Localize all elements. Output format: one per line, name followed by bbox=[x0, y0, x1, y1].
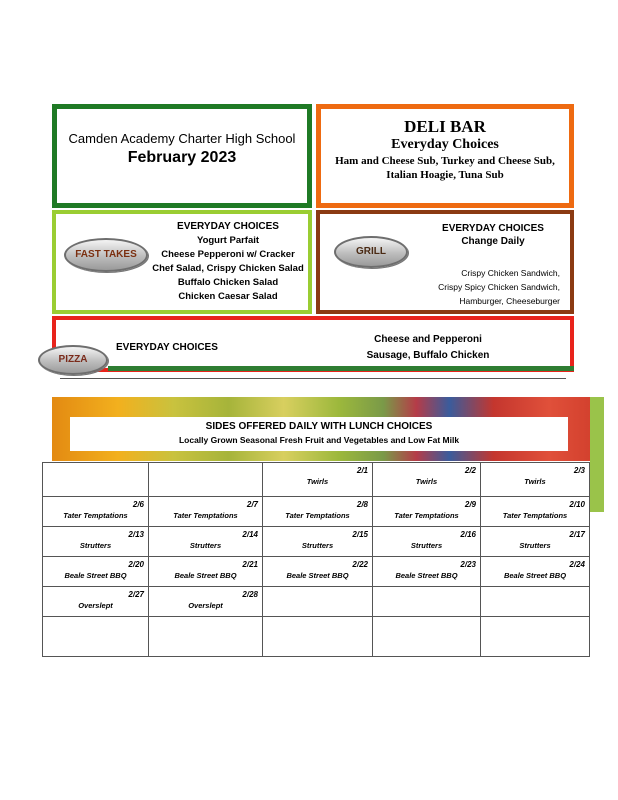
accent-strip bbox=[108, 366, 574, 371]
day-entree: Beale Street BBQ bbox=[395, 571, 458, 580]
fast-takes-text bbox=[152, 220, 304, 304]
day-entree: Tater Temptations bbox=[394, 511, 459, 520]
deli-items-line: Italian Hoagie, Tuna Sub bbox=[386, 169, 504, 181]
day-entree: Strutters bbox=[79, 541, 112, 550]
calendar-day-cell bbox=[373, 463, 481, 497]
pizza-heading: EVERYDAY CHOICES bbox=[116, 342, 218, 353]
calendar-day-cell bbox=[373, 587, 481, 617]
day-entree: Tater Temptations bbox=[502, 511, 568, 520]
day-date: 2/20 bbox=[128, 560, 144, 569]
day-date: 2/1 bbox=[356, 466, 368, 475]
calendar-week-row bbox=[43, 617, 590, 657]
calendar-day-cell bbox=[43, 527, 149, 557]
fast-takes-item: Chef Salad, Crispy Chicken Salad bbox=[152, 263, 304, 274]
grill-item: Crispy Chicken Sandwich, bbox=[461, 268, 560, 278]
grill-box bbox=[316, 210, 574, 314]
calendar-day-cell bbox=[263, 587, 373, 617]
day-entree: Beale Street BBQ bbox=[174, 571, 237, 580]
fast-takes-item: Cheese Pepperoni w/ Cracker bbox=[161, 249, 295, 260]
day-date: 2/6 bbox=[132, 500, 144, 509]
grill-heading-group bbox=[420, 222, 566, 248]
fast-takes-heading: EVERYDAY CHOICES bbox=[177, 221, 279, 232]
sides-subtitle: Locally Grown Seasonal Fresh Fruit and Vegetables and Low Fat Milk bbox=[178, 435, 460, 445]
day-entree: Beale Street BBQ bbox=[64, 571, 127, 580]
calendar-day-cell bbox=[373, 557, 481, 587]
pizza-badge: PIZZA bbox=[38, 345, 108, 375]
day-date: 2/7 bbox=[246, 500, 258, 509]
pizza-item: Sausage, Buffalo Chicken bbox=[366, 350, 490, 361]
day-entree: Overslept bbox=[78, 601, 113, 610]
fast-takes-badge: FAST TAKES bbox=[64, 238, 148, 272]
sides-card bbox=[70, 417, 568, 451]
sides-title: SIDES OFFERED DAILY WITH LUNCH CHOICES bbox=[205, 421, 433, 432]
deli-items bbox=[325, 154, 565, 182]
day-date: 2/27 bbox=[128, 590, 144, 599]
day-entree: Overslept bbox=[188, 601, 223, 610]
day-entree: Tater Temptations bbox=[285, 511, 350, 520]
calendar-day-cell bbox=[43, 463, 149, 497]
deli-items-line: Ham and Cheese Sub, Turkey and Cheese Sub, bbox=[335, 155, 555, 167]
grill-item: Hamburger, Cheeseburger bbox=[459, 296, 560, 306]
grill-items bbox=[420, 266, 560, 308]
day-date: 2/15 bbox=[352, 530, 368, 539]
calendar-week-row bbox=[43, 557, 590, 587]
day-entree: Tater Temptations bbox=[63, 511, 128, 520]
calendar-day-cell bbox=[481, 557, 590, 587]
fast-takes-item: Yogurt Parfait bbox=[196, 235, 260, 246]
deli-subtitle: Everyday Choices bbox=[391, 137, 499, 152]
grill-badge: GRILL bbox=[334, 236, 408, 268]
calendar-day-cell bbox=[263, 497, 373, 527]
day-date: 2/17 bbox=[569, 530, 585, 539]
day-date: 2/14 bbox=[242, 530, 258, 539]
day-entree: Twirls bbox=[524, 477, 546, 486]
day-date: 2/8 bbox=[356, 500, 368, 509]
calendar-day-cell bbox=[373, 497, 481, 527]
fast-takes-item: Chicken Caesar Salad bbox=[178, 291, 278, 302]
day-entree: Beale Street BBQ bbox=[503, 571, 567, 580]
calendar-day-cell bbox=[149, 557, 263, 587]
day-date: 2/3 bbox=[573, 466, 585, 475]
calendar-day-cell bbox=[149, 527, 263, 557]
day-date: 2/28 bbox=[242, 590, 258, 599]
day-date: 2/22 bbox=[352, 560, 368, 569]
deli-title: DELI BAR bbox=[404, 117, 486, 136]
grill-heading: EVERYDAY CHOICES bbox=[442, 223, 544, 234]
calendar-day-cell bbox=[149, 587, 263, 617]
day-entree: Tater Temptations bbox=[173, 511, 238, 520]
day-date: 2/9 bbox=[464, 500, 476, 509]
grill-item: Crispy Spicy Chicken Sandwich, bbox=[438, 282, 560, 292]
section-divider bbox=[60, 378, 566, 379]
day-date: 2/24 bbox=[569, 560, 585, 569]
calendar-day-cell bbox=[481, 497, 590, 527]
day-entree: Strutters bbox=[410, 541, 443, 550]
calendar-day-cell bbox=[481, 617, 590, 657]
calendar-day-cell bbox=[373, 527, 481, 557]
deli-bar-box bbox=[316, 104, 574, 208]
calendar-day-cell bbox=[149, 617, 263, 657]
fast-takes-item: Buffalo Chicken Salad bbox=[177, 277, 279, 288]
calendar-day-cell bbox=[263, 557, 373, 587]
calendar-day-cell bbox=[481, 463, 590, 497]
calendar-day-cell bbox=[43, 497, 149, 527]
grill-subheading: Change Daily bbox=[461, 236, 525, 247]
calendar-day-cell bbox=[373, 617, 481, 657]
calendar-week-row bbox=[43, 527, 590, 557]
calendar-day-cell bbox=[149, 497, 263, 527]
day-entree: Strutters bbox=[519, 541, 551, 550]
fast-takes-box bbox=[52, 210, 312, 314]
pizza-items bbox=[346, 332, 510, 364]
pizza-box bbox=[52, 316, 574, 372]
pizza-item: Cheese and Pepperoni bbox=[374, 334, 482, 345]
calendar-day-cell bbox=[263, 617, 373, 657]
day-date: 2/13 bbox=[128, 530, 144, 539]
day-date: 2/10 bbox=[569, 500, 585, 509]
menu-month: February 2023 bbox=[127, 149, 237, 166]
school-name: Camden Academy Charter High School bbox=[68, 131, 296, 146]
calendar-week-row bbox=[43, 587, 590, 617]
calendar-day-cell bbox=[43, 587, 149, 617]
calendar-week-row bbox=[43, 463, 590, 497]
calendar-day-cell bbox=[481, 587, 590, 617]
school-header-box bbox=[52, 104, 312, 208]
day-entree: Strutters bbox=[301, 541, 334, 550]
calendar-day-cell bbox=[43, 617, 149, 657]
day-entree: Twirls bbox=[306, 477, 329, 486]
calendar-day-cell bbox=[43, 557, 149, 587]
banner-accent-edge bbox=[590, 397, 604, 512]
lunch-calendar bbox=[42, 462, 590, 657]
calendar-day-cell bbox=[263, 463, 373, 497]
day-date: 2/21 bbox=[242, 560, 258, 569]
day-date: 2/2 bbox=[464, 466, 476, 475]
calendar-day-cell bbox=[481, 527, 590, 557]
day-date: 2/16 bbox=[460, 530, 476, 539]
day-entree: Beale Street BBQ bbox=[286, 571, 349, 580]
calendar-day-cell bbox=[149, 463, 263, 497]
day-entree: Twirls bbox=[415, 477, 438, 486]
day-date: 2/23 bbox=[460, 560, 476, 569]
calendar-day-cell bbox=[263, 527, 373, 557]
day-entree: Strutters bbox=[189, 541, 222, 550]
calendar-week-row bbox=[43, 497, 590, 527]
